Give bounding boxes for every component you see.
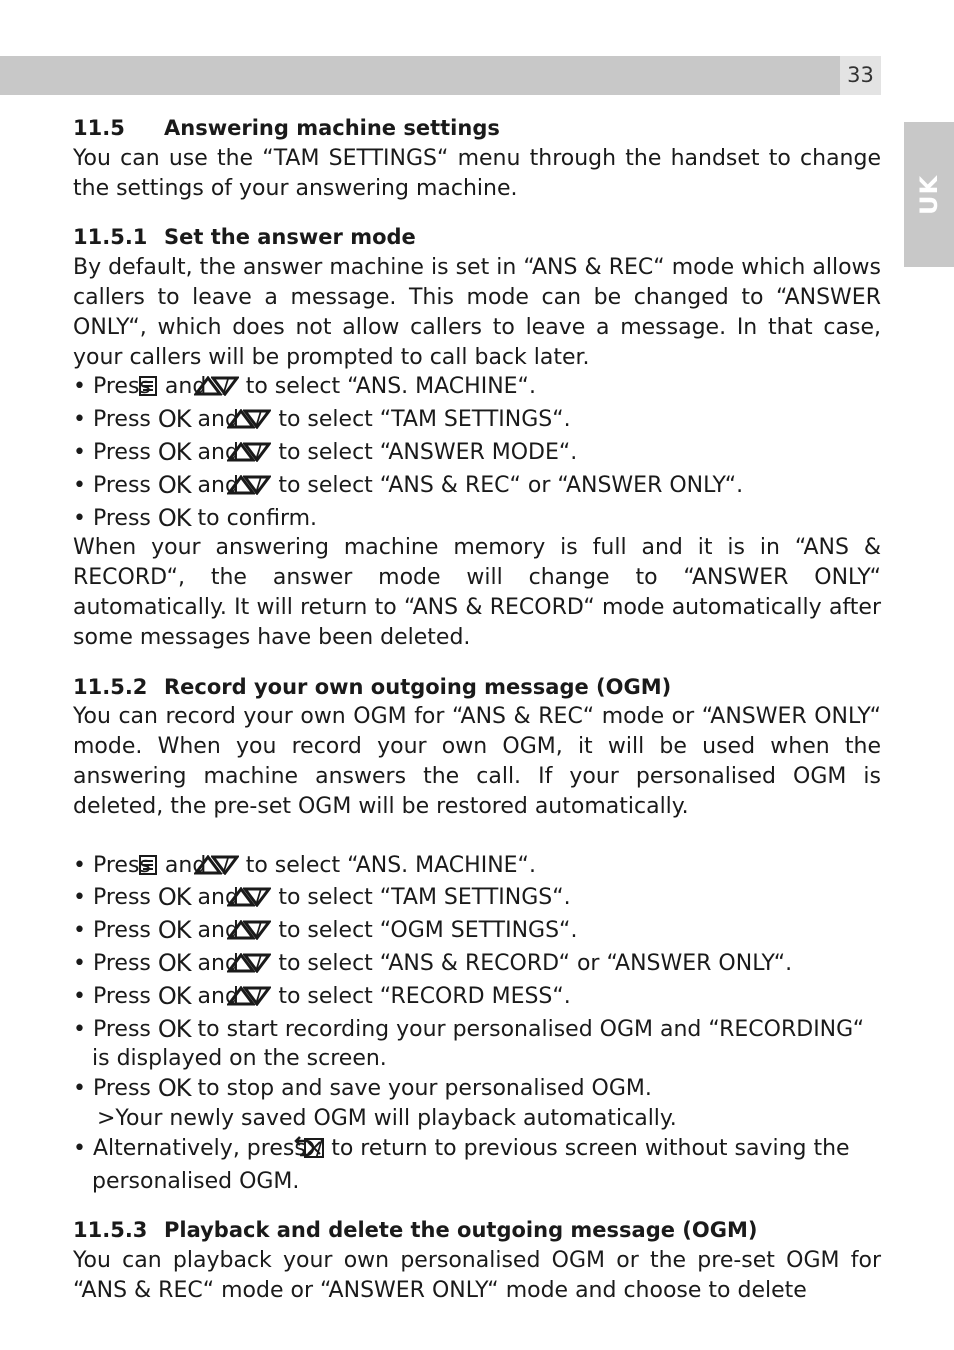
list-item: • Press OK to start recording your personalised OGM and “RECORDING“ is displayed on the screen.	[73, 1014, 865, 1072]
ok-key-icon: OK	[157, 981, 191, 1010]
language-label: UK	[915, 174, 943, 215]
section-note: When your answering machine memory is full and it is in “ANS & RECORD“, the answer mode will change to “ANSWER ONLY“ automatically. It will return to “ANS & RECORD“ mode automatically after some messages have been deleted.	[73, 535, 881, 650]
list-item: • Press OK and / to select “TAM SETTINGS“.	[73, 405, 881, 438]
list-item: • Press OK and / to select “TAM SETTINGS“.	[73, 883, 881, 916]
ok-key-icon: OK	[157, 470, 191, 499]
down-arrow-icon	[262, 474, 271, 504]
ok-key-icon: OK	[157, 503, 191, 532]
section-intro: By default, the answer machine is set in “ANS & REC“ mode which allows callers to leave a message. This mode can be changed to “ANSWER ONLY“, which does not allow callers to leave a message. In that case, your callers will be prompted to call back later.	[73, 255, 881, 370]
down-arrow-icon	[230, 375, 239, 405]
end-call-icon	[323, 1137, 324, 1167]
manual-content	[73, 114, 881, 1306]
section-heading-11-5: 11.5 Answering machine settings	[73, 116, 500, 140]
section-heading-11-5-2: 11.5.2 Record your own outgoing message (OGM)	[73, 674, 672, 699]
section-heading-11-5-1: 11.5.1 Set the answer mode	[73, 225, 416, 250]
down-arrow-icon	[262, 441, 271, 471]
list-item: • Press OK and / to select “RECORD MESS“.	[73, 982, 881, 1015]
down-arrow-icon	[262, 985, 271, 1015]
list-item: • Alternatively, press / to return to previous screen without saving the personalised OGM.	[73, 1135, 850, 1194]
page-number: 33	[840, 56, 881, 95]
header-bar	[0, 56, 840, 95]
down-arrow-icon	[262, 952, 271, 982]
list-item: • Press OK to confirm.	[73, 503, 318, 532]
down-arrow-icon	[262, 408, 271, 438]
list-item: • Press and / to select “ANS. MACHINE“.	[73, 851, 881, 884]
down-arrow-icon	[262, 886, 271, 916]
list-item: • Press OK and / to select “OGM SETTINGS“.	[73, 916, 881, 949]
ok-key-icon: OK	[157, 405, 191, 434]
list-item: • Press OK and / to select “ANSWER MODE“.	[73, 438, 881, 471]
list-item: • Press OK and / to select “ANS & RECORD“ or “ANSWER ONLY“.	[73, 949, 881, 982]
down-arrow-icon	[230, 854, 239, 884]
ok-key-icon: OK	[157, 1074, 191, 1103]
list-item: • Press OK and / to select “ANS & REC“ or “ANSWER ONLY“.	[73, 471, 881, 504]
ok-key-icon: OK	[157, 916, 191, 945]
section-heading-11-5-3: 11.5.3 Playback and delete the outgoing message (OGM)	[73, 1218, 758, 1243]
down-arrow-icon	[262, 919, 271, 949]
list-item: • Press and / to select “ANS. MACHINE“.	[73, 372, 881, 405]
section-intro: You can playback your own personalised OGM or the pre-set OGM for “ANS & REC“ mode or “ANSWER ONLY“ mode and choose to delete	[73, 1248, 881, 1303]
section-intro: You can use the “TAM SETTINGS“ menu through the handset to change the settings of your answering machine.	[73, 145, 881, 201]
language-tab	[904, 122, 954, 267]
ok-key-icon: OK	[157, 948, 191, 977]
ok-key-icon: OK	[157, 437, 191, 466]
ok-key-icon: OK	[157, 883, 191, 912]
section-intro: You can record your own OGM for “ANS & REC“ mode or “ANSWER ONLY“ mode. When you record your own OGM, it will be used when the answering machine answers the call. If your personalised OGM is deleted, the pre-set OGM will be restored automatically.	[73, 704, 881, 819]
ok-key-icon: OK	[157, 1014, 191, 1043]
list-item-subtext: >Your newly saved OGM will playback automatically.	[97, 1105, 677, 1131]
list-item: • Press OK to stop and save your personalised OGM.	[73, 1074, 652, 1103]
